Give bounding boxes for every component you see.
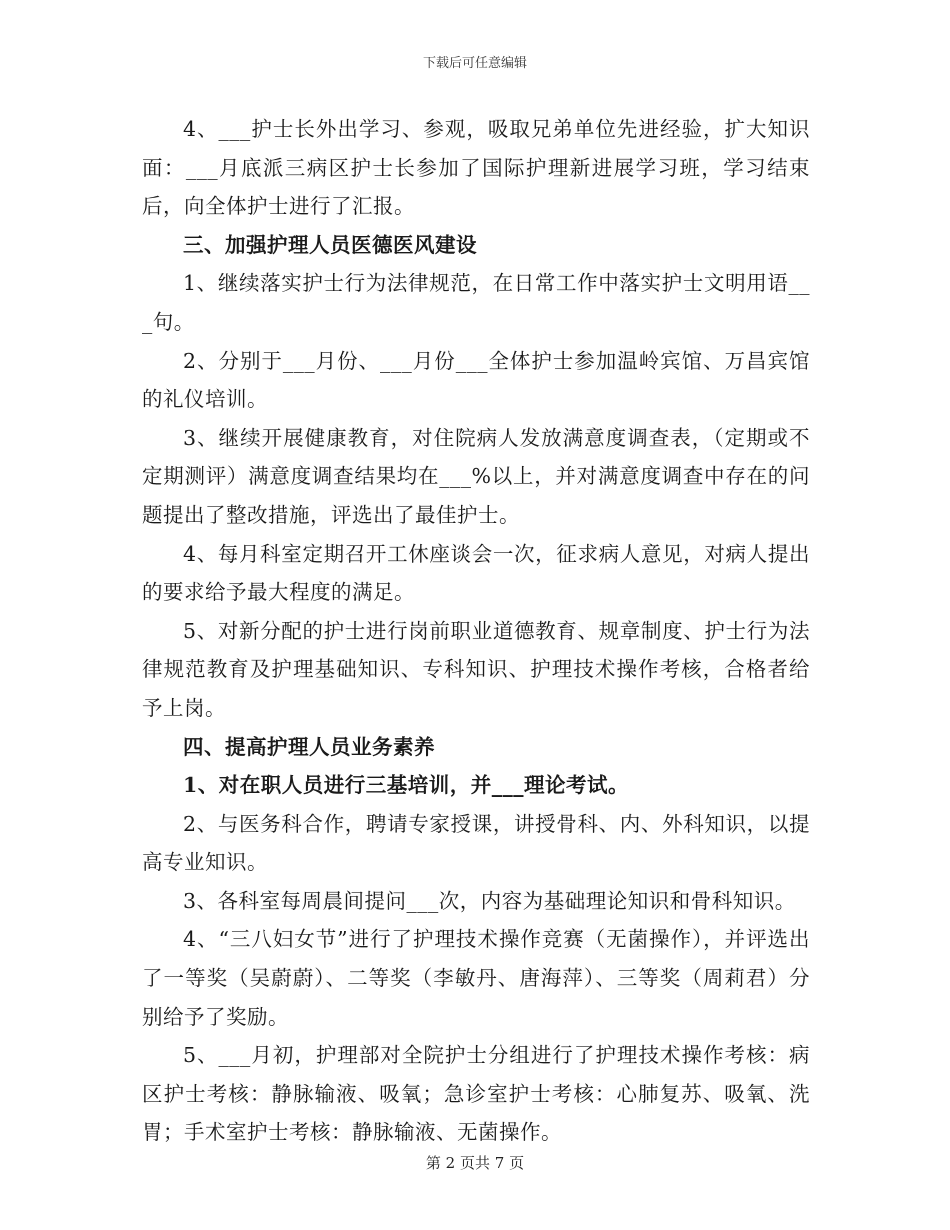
page-header: 下载后可任意编辑 [422,56,527,71]
paragraph-etiquette-training: 2、分别于___月份、___月份___全体护士参加温岭宾馆、万昌宾馆的礼仪培训。 [142,348,810,412]
section-heading-professional-quality: 四、提高护理人员业务素养 [183,734,435,759]
paragraph-three-basics-training: 1、对在职人员进行三基培训，并___理论考试。 [183,773,630,798]
paragraph-new-nurse-training: 5、对新分配的护士进行岗前职业道德教育、规章制度、护士行为法律规范教育及护理基础知识、专科知识、护理技术操作考核，合格者给予上岗。 [142,618,810,720]
paragraph-morning-questions: 3、各科室每周晨间提问___次，内容为基础理论知识和骨科知识。 [183,888,796,913]
page-footer: 第 2 页共 7 页 [425,1154,525,1172]
paragraph-skill-assessment: 5、___月初，护理部对全院护士分组进行了护理技术操作考核：病区护士考核：静脉输液、吸氧；急诊室护士考核：心肺复苏、吸氧、洗胃；手术室护士考核：静脉输液、无菌操作。 [142,1043,810,1145]
section-heading-medical-ethics: 三、加强护理人员医德医风建设 [183,232,477,257]
paragraph-patient-meeting: 4、每月科室定期召开工休座谈会一次，征求病人意见，对病人提出的要求给予最大程度的满足。 [142,541,810,605]
paragraph-health-education: 3、继续开展健康教育，对住院病人发放满意度调查表，（定期或不定期测评）满意度调查结果均在___%以上，并对满意度调查中存在的问题提出了整改措施，评选出了最佳护士。 [142,425,810,527]
document-body [142,110,810,1152]
paragraph-civil-language: 1、继续落实护士行为法律规范，在日常工作中落实护士文明用语___句。 [142,271,810,334]
paragraph-womens-day-competition: 4、“三八妇女节”进行了护理技术操作竞赛（无菌操作），并评选出了一等奖（吴蔚蔚）、二等奖（李敏丹、唐海萍）、三等奖（周莉君）分别给予了奖励。 [142,927,810,1029]
paragraph-4-study-visit: 4、___护士长外出学习、参观，吸取兄弟单位先进经验，扩大知识面：___月底派三病区护士长参加了国际护理新进展学习班，学习结束后，向全体护士进行了汇报。 [142,117,810,219]
paragraph-expert-lectures: 2、与医务科合作，聘请专家授课，讲授骨科、内、外科知识，以提高专业知识。 [142,811,810,875]
